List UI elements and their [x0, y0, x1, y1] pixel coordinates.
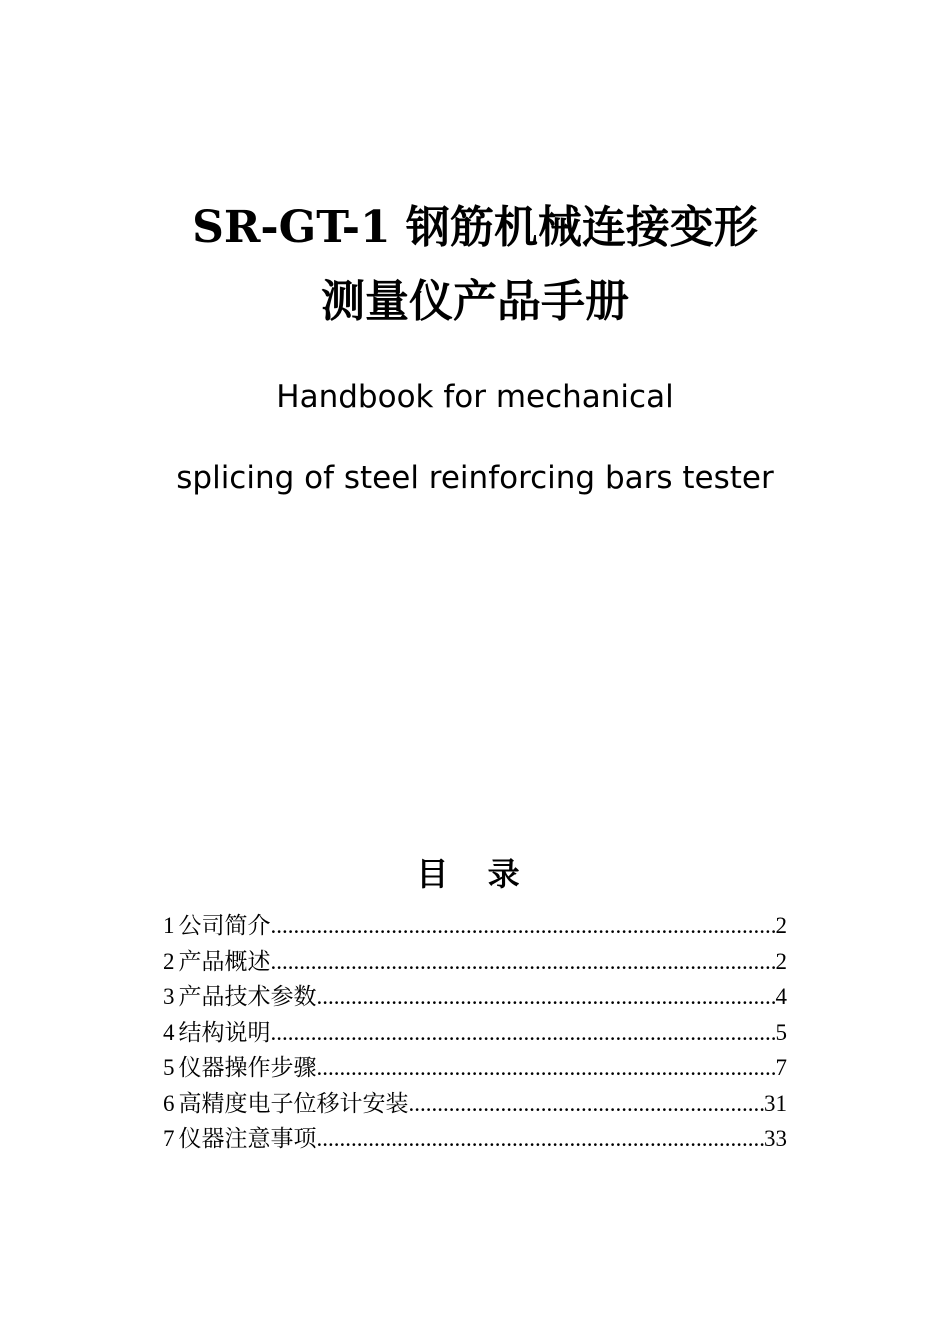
toc-item-page: 31	[764, 1090, 787, 1116]
toc-leader-dots	[409, 1086, 765, 1122]
toc-leader-dots	[317, 1050, 776, 1086]
table-of-contents	[163, 908, 787, 1157]
toc-leader-dots	[317, 1121, 765, 1157]
toc-leader-dots	[271, 944, 776, 980]
toc-item[interactable]	[163, 1015, 787, 1051]
english-subtitle-line-2: splicing of steel reinforcing bars tester	[176, 460, 774, 496]
toc-item-number: 6	[163, 1090, 175, 1116]
toc-item-page: 2	[775, 948, 787, 974]
document-title-line-2: 测量仪产品手册	[321, 276, 629, 327]
toc-item[interactable]	[163, 1050, 787, 1086]
toc-item-page: 2	[775, 913, 787, 938]
toc-item-title: 仪器操作步骤	[178, 1055, 317, 1080]
toc-leader-dots	[317, 979, 776, 1015]
toc-item[interactable]	[163, 1086, 787, 1122]
toc-item-title: 高精度电子位移计安装	[178, 1090, 409, 1116]
toc-item-title: 产品概述	[178, 948, 271, 974]
toc-item-page: 33	[764, 1126, 787, 1151]
toc-leader-dots	[271, 908, 776, 944]
toc-leader-dots	[271, 1015, 776, 1051]
toc-item-number: 2	[163, 948, 175, 974]
english-subtitle-line-1: Handbook for mechanical	[276, 379, 674, 415]
toc-item-title: 公司简介	[178, 913, 271, 938]
toc-item-number: 4	[163, 1019, 175, 1045]
toc-item[interactable]	[163, 1121, 787, 1157]
toc-item[interactable]	[163, 944, 787, 980]
toc-item-title: 结构说明	[178, 1019, 271, 1045]
toc-item[interactable]	[163, 979, 787, 1015]
toc-item-title: 产品技术参数	[178, 984, 317, 1009]
toc-item-page: 7	[775, 1055, 787, 1080]
toc-item[interactable]	[163, 908, 787, 944]
toc-item-page: 4	[775, 984, 787, 1009]
toc-item-number: 3	[163, 984, 175, 1009]
toc-heading: 目 录	[416, 855, 534, 893]
document-title-line-1: SR-GT-1 钢筋机械连接变形	[192, 202, 758, 253]
toc-item-page: 5	[775, 1019, 787, 1045]
toc-item-title: 仪器注意事项	[178, 1126, 317, 1151]
toc-item-number: 1	[163, 913, 175, 938]
toc-item-number: 7	[163, 1126, 175, 1151]
toc-item-number: 5	[163, 1055, 175, 1080]
